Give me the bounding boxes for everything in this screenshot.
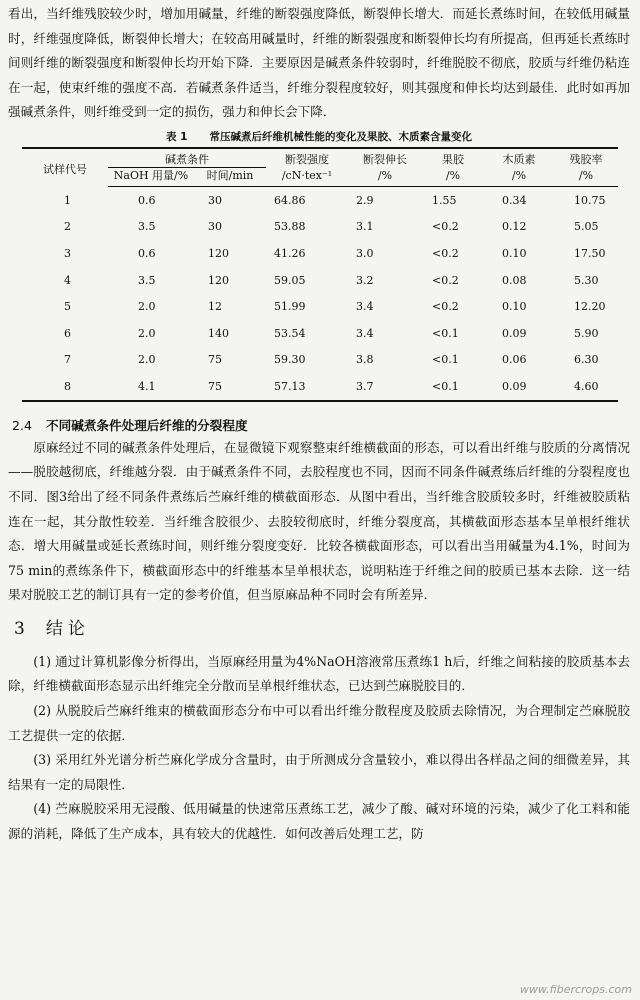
table-cell: 140 <box>208 326 229 340</box>
table-cell: 0.6 <box>138 246 156 260</box>
top-paragraph: 看出，当纤维残胶较少时，增加用碱量，纤维的断裂强度降低，断裂伸长增大．而延长煮练时间，在较低用碱量时，纤维强度降低，断裂伸长增大；在较高用碱量时，纤维的断裂强度和断裂伸长均有所提高，但再延长煮练时间则纤维的断裂强度和断裂伸长均开始下降．主要原因是碱煮条件较弱时，纤维脱胶不彻底，胶质与纤维仍粘连在一起，使束纤维的强度不高．若碱煮条件适当，纤维分裂程度较好，则其强度和伸长均达到最佳．此时如再加强碱煮条件，则纤维受到一定的损伤，强力和伸长会下降． <box>8 6 630 120</box>
table-row <box>22 267 618 294</box>
table-cell: 0.34 <box>502 193 527 207</box>
table-cell: 0.09 <box>484 373 554 401</box>
table-cell: 2.0 <box>138 300 156 314</box>
table-caption <box>8 129 630 144</box>
header-elongation-unit: /% <box>348 167 422 186</box>
section-3-heading <box>14 616 630 642</box>
table-cell: 120 <box>208 273 229 287</box>
table-cell: 30 <box>208 220 222 234</box>
table-cell: 1.55 <box>432 193 457 207</box>
header-lignin-unit: /% <box>484 167 554 186</box>
section-3-number: 3 <box>14 618 26 639</box>
table-cell: 53.54 <box>274 326 306 340</box>
table-cell: 0.09 <box>502 326 527 340</box>
table-cell: <0.2 <box>432 300 459 314</box>
table-cell: 17.50 <box>574 246 606 260</box>
table-cell: 0.06 <box>502 353 527 367</box>
table-cell: 5.05 <box>574 220 599 234</box>
table-cell: 7 <box>64 353 71 367</box>
table-cell: 3.1 <box>356 220 374 234</box>
table-cell: 0.6 <box>138 193 156 207</box>
table-row <box>22 186 618 213</box>
table-cell: 6 <box>64 326 71 340</box>
table-cell: 3.4 <box>356 326 374 340</box>
table-cell: 0.10 <box>502 246 527 260</box>
conclusion-item-1: (1) 通过计算机影像分析得出，当原麻经用量为4%NaOH溶液常压煮练1 h后，纤维之间粘接的胶质基本去除，纤维横截面形态显示出纤维完全分散而呈单根纤维状态，已达到苎麻脱胶目的． <box>8 653 630 694</box>
table-cell: 3.0 <box>356 246 374 260</box>
table-cell: 2.0 <box>138 326 156 340</box>
header-strength: 断裂强度 <box>266 148 348 168</box>
table-number: 表 1 <box>166 130 188 143</box>
table-cell: 8 <box>22 373 108 401</box>
table-cell: <0.2 <box>432 273 459 287</box>
conclusion-item-4: (4) 苎麻脱胶采用无浸酸、低用碱量的快速常压煮练工艺，减少了酸、碱对环境的污染，减少了化工料和能源的消耗，降低了生产成本，具有较大的优越性．如何改善后处理工艺，防 <box>8 801 630 842</box>
section-2-4-heading <box>8 416 630 436</box>
header-residue-unit: /% <box>554 167 618 186</box>
header-elongation: 断裂伸长 <box>348 148 422 168</box>
table-cell: <0.2 <box>432 246 459 260</box>
table-row <box>22 293 618 320</box>
table-row <box>22 347 618 374</box>
header-naoh: NaOH 用量/% <box>108 167 194 186</box>
header-lignin: 木质素 <box>484 148 554 168</box>
table-cell: 3.5 <box>138 273 156 287</box>
table-cell: 75 <box>194 373 266 401</box>
header-sample: 试样代号 <box>22 148 108 187</box>
table-cell: 12.20 <box>574 300 606 314</box>
table-cell: 75 <box>208 353 222 367</box>
conclusion-item-2: (2) 从脱胶后苎麻纤维束的横截面形态分布中可以看出纤维分散程度及胶质去除情况，为合理制定苎麻脱胶工艺提供一定的依据． <box>8 703 630 743</box>
table-cell: 53.88 <box>274 220 306 234</box>
table-cell: 2 <box>64 220 71 234</box>
table-cell: 5 <box>64 300 71 314</box>
table-row <box>22 240 618 267</box>
table-row <box>22 320 618 347</box>
table-cell: <0.2 <box>432 220 459 234</box>
table-cell: 12 <box>208 300 222 314</box>
table-cell: 30 <box>208 193 222 207</box>
table-cell: 3.8 <box>356 353 374 367</box>
section-2-4-body: 原麻经过不同的碱煮条件处理后，在显微镜下观察整束纤维横截面的形态，可以看出纤维与胶质的分离情况——脱胶越彻底，纤维越分裂．由于碱煮条件不同，去胶程度也不同，因而不同条件碱煮练后纤维的分裂程度也不同．图3给出了经不同条件煮练后苎麻纤维的横截面形态．从图中看出，当纤维含胶质较多时，纤维被胶质粘连在一起，其分散性较差．当纤维含胶很少、去胶较彻底时，纤维分裂度高，其横截面形态基本呈单根纤维状态．增大用碱量或延长煮练时间，则纤维分裂度变好．比较各横截面形态，可以看出当用碱量为4.1%，时间为75 min的煮练条件下，横截面形态中的纤维基本呈单根状态，说明粘连于纤维之间的胶质已基本去除．这一结果对脱胶工艺的制订具有一定的参考价值，但当原麻品种不同时会有所差异． <box>8 439 630 603</box>
table-cell: 57.13 <box>266 373 348 401</box>
table-cell: 6.30 <box>574 353 599 367</box>
header-pectin-unit: /% <box>422 167 484 186</box>
table-cell: 120 <box>208 246 229 260</box>
header-time: 时间/min <box>194 167 266 186</box>
header-residue: 残胶率 <box>554 148 618 168</box>
header-alkali-conditions: 碱煮条件 <box>108 148 266 168</box>
table-cell: 4.1 <box>108 373 194 401</box>
section-3-title: 结论 <box>45 618 90 639</box>
table-cell: <0.1 <box>432 326 459 340</box>
header-strength-unit: /cN·tex⁻¹ <box>266 167 348 186</box>
table-cell: 3.2 <box>356 273 374 287</box>
conclusion-item-3: (3) 采用红外光谱分析苎麻化学成分含量时，由于所测成分含量较小，难以得出各样品之间的细微差异，其结果有一定的局限性． <box>8 752 630 792</box>
table-cell: 4.60 <box>554 373 618 401</box>
table-cell: 4 <box>64 273 71 287</box>
table-row <box>22 373 618 401</box>
table-cell: 3 <box>64 246 71 260</box>
table-row <box>22 214 618 241</box>
table-caption-text: 常压碱煮后纤维机械性能的变化及果胶、木质素含量变化 <box>209 130 472 143</box>
table-cell: 59.05 <box>274 273 306 287</box>
section-2-4-number: 2.4 <box>12 417 33 433</box>
table-cell: 10.75 <box>574 193 606 207</box>
watermark: www.fibercrops.com <box>519 983 632 996</box>
table-cell: 51.99 <box>274 300 306 314</box>
header-pectin: 果胶 <box>422 148 484 168</box>
results-table <box>22 147 618 402</box>
table-cell: 3.7 <box>348 373 422 401</box>
table-cell: 0.10 <box>502 300 527 314</box>
table-cell: <0.1 <box>432 353 459 367</box>
table-cell: 5.90 <box>574 326 599 340</box>
table-cell: 0.12 <box>502 220 527 234</box>
table-cell: 3.5 <box>138 220 156 234</box>
table-cell: 41.26 <box>274 246 306 260</box>
table-cell: 1 <box>64 193 71 207</box>
table-cell: 5.30 <box>574 273 599 287</box>
table-cell: 2.9 <box>356 193 374 207</box>
table-cell: <0.1 <box>422 373 484 401</box>
table-cell: 2.0 <box>138 353 156 367</box>
table-cell: 59.30 <box>274 353 306 367</box>
table-cell: 64.86 <box>274 193 306 207</box>
table-cell: 0.08 <box>502 273 527 287</box>
section-2-4-title: 不同碱煮条件处理后纤维的分裂程度 <box>46 417 248 433</box>
table-cell: 3.4 <box>356 300 374 314</box>
